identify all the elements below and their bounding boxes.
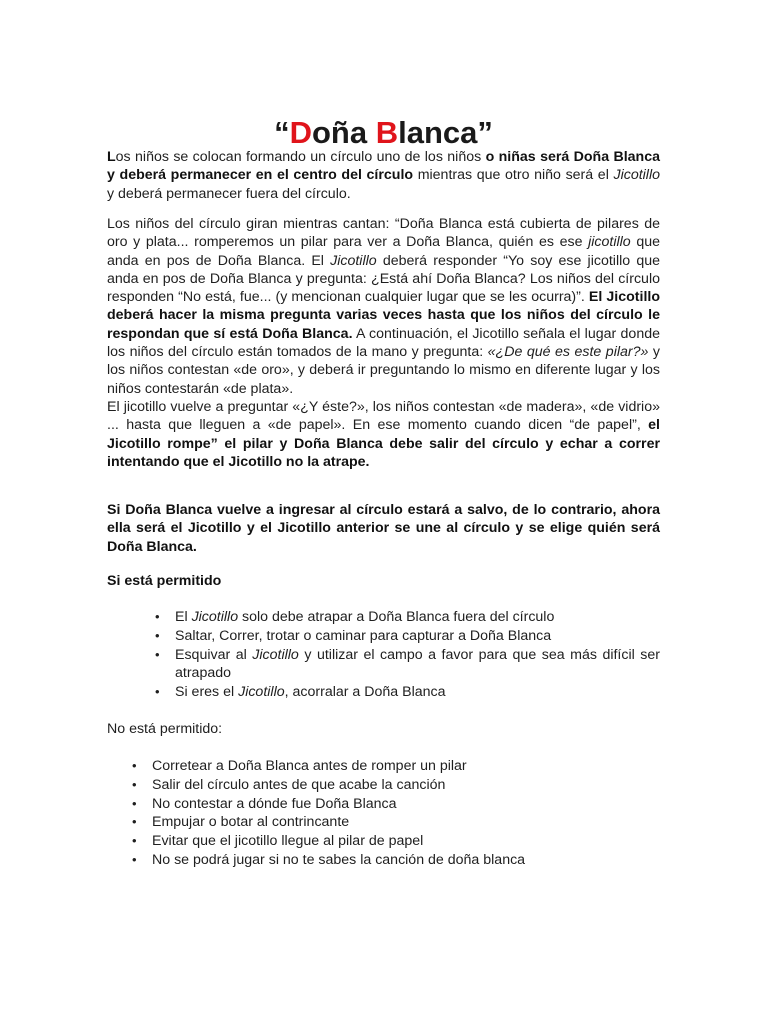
list-item: • Salir del círculo antes de que acabe la canción (128, 776, 660, 795)
game-paragraph (107, 215, 660, 471)
game-bold-2: el Jicotillo rompe” el pilar y Doña Blanca debe salir del círculo y echar a correr intentando que el Jicotillo no la atrape. (107, 417, 660, 470)
list-item (151, 608, 660, 627)
game-text-4: A continuación, el Jicotillo señala el lugar donde los niños del círculo están tomados de la mano y pregunta: (107, 325, 660, 361)
allowed-list (151, 608, 660, 702)
item-text: y utilizar el campo a favor para que sea más difícil ser atrapado (175, 646, 661, 682)
list-item: • Evitar que el jicotillo llegue al pilar de papel (128, 832, 660, 851)
list-item (151, 683, 660, 702)
list-item (151, 646, 660, 684)
item-text: Esquivar al (175, 646, 253, 663)
item-italic: Jicotillo (252, 646, 299, 663)
item-text: Si eres el (175, 684, 239, 701)
game-text-5: y los niños contestan «de oro», y deberá ir preguntando lo mismo en diferente lugar y los niños contestarán «de plata». (107, 344, 660, 397)
game-text-3: deberá responder “Yo soy ese jicotillo que anda en pos de Doña Blanca y pregunta: ¿Está ahí Doña Blanca? Los niños del círculo responden “No está, fue... (y mencionan cualquier lugar que se les ocurra)”. (107, 252, 660, 306)
intro-text-2: mientras que otro niño será el (413, 167, 614, 184)
game-bold-1: El Jicotillo deberá hacer la misma pregunta varias veces hasta que los niños del círculo le respondan que sí está Doña Blanca. (107, 289, 660, 342)
safe-rule-text: Si Doña Blanca vuelve a ingresar al círculo estará a salvo, de lo contrario, ahora ella será el Jicotillo y el Jicotillo anterior se une al círculo y se elige quién será Doña Blanca. (107, 502, 660, 555)
list-item: • No contestar a dónde fue Doña Blanca (128, 795, 660, 814)
game-italic-3: «¿De qué es este pilar?» (487, 344, 649, 361)
forbidden-heading: No está permitido: (107, 721, 223, 737)
intro-italic-1: Jicotillo (613, 167, 661, 184)
game-italic-2: Jicotillo (330, 252, 377, 269)
item-text: , acorralar a Doña Blanca (284, 684, 446, 701)
title-quote-close: ” (477, 114, 493, 150)
safe-rule-paragraph (107, 501, 660, 556)
intro-text-3: y deberá permanecer fuera del círculo. (107, 185, 351, 202)
intro-text-1: os niños se colocan formando un círculo uno de los niños (115, 149, 486, 165)
game-text-2: que anda en pos de Doña Blanca. El (107, 234, 660, 269)
forbidden-list (128, 757, 660, 870)
list-item: • Corretear a Doña Blanca antes de romper un pilar (128, 757, 660, 776)
intro-initial: L (107, 149, 116, 165)
title-initial-b: B (375, 114, 399, 150)
title-word-1: oña (311, 114, 376, 150)
game-italic-1: jicotillo (588, 234, 631, 251)
document-title (107, 113, 660, 153)
title-initial-d: D (289, 114, 312, 150)
item-italic: Jicotillo (238, 684, 285, 701)
list-item (151, 627, 660, 646)
item-text: El (175, 609, 192, 625)
intro-bold-1: o niñas será Doña Blanca y deberá permanecer en el centro del círculo (107, 149, 660, 184)
list-item: • Empujar o botar al contrincante (128, 813, 660, 832)
intro-paragraph (107, 148, 660, 203)
item-italic: Jicotillo (191, 609, 239, 625)
item-text: solo debe atrapar a Doña Blanca fuera del círculo (238, 609, 555, 625)
allowed-heading: Si está permitido (107, 573, 222, 589)
title-quote-open: “ (274, 114, 290, 150)
item-text: Saltar, Correr, trotar o caminar para capturar a Doña Blanca (175, 627, 552, 644)
list-item: • No se podrá jugar si no te sabes la canción de doña blanca (128, 851, 660, 870)
game-text-6: El jicotillo vuelve a preguntar «¿Y éste?», los niños contestan «de madera», «de vidrio» ... hasta que lleguen a «de papel». En ese momento cuando dicen “de papel”, (107, 398, 660, 434)
title-word-2: lanca (398, 114, 478, 150)
game-text-1: Los niños del círculo giran mientras cantan: “Doña Blanca está cubierta de pilares de oro y plata... romperemos un pilar para ver a Doña Blanca, quién es ese (107, 216, 660, 251)
